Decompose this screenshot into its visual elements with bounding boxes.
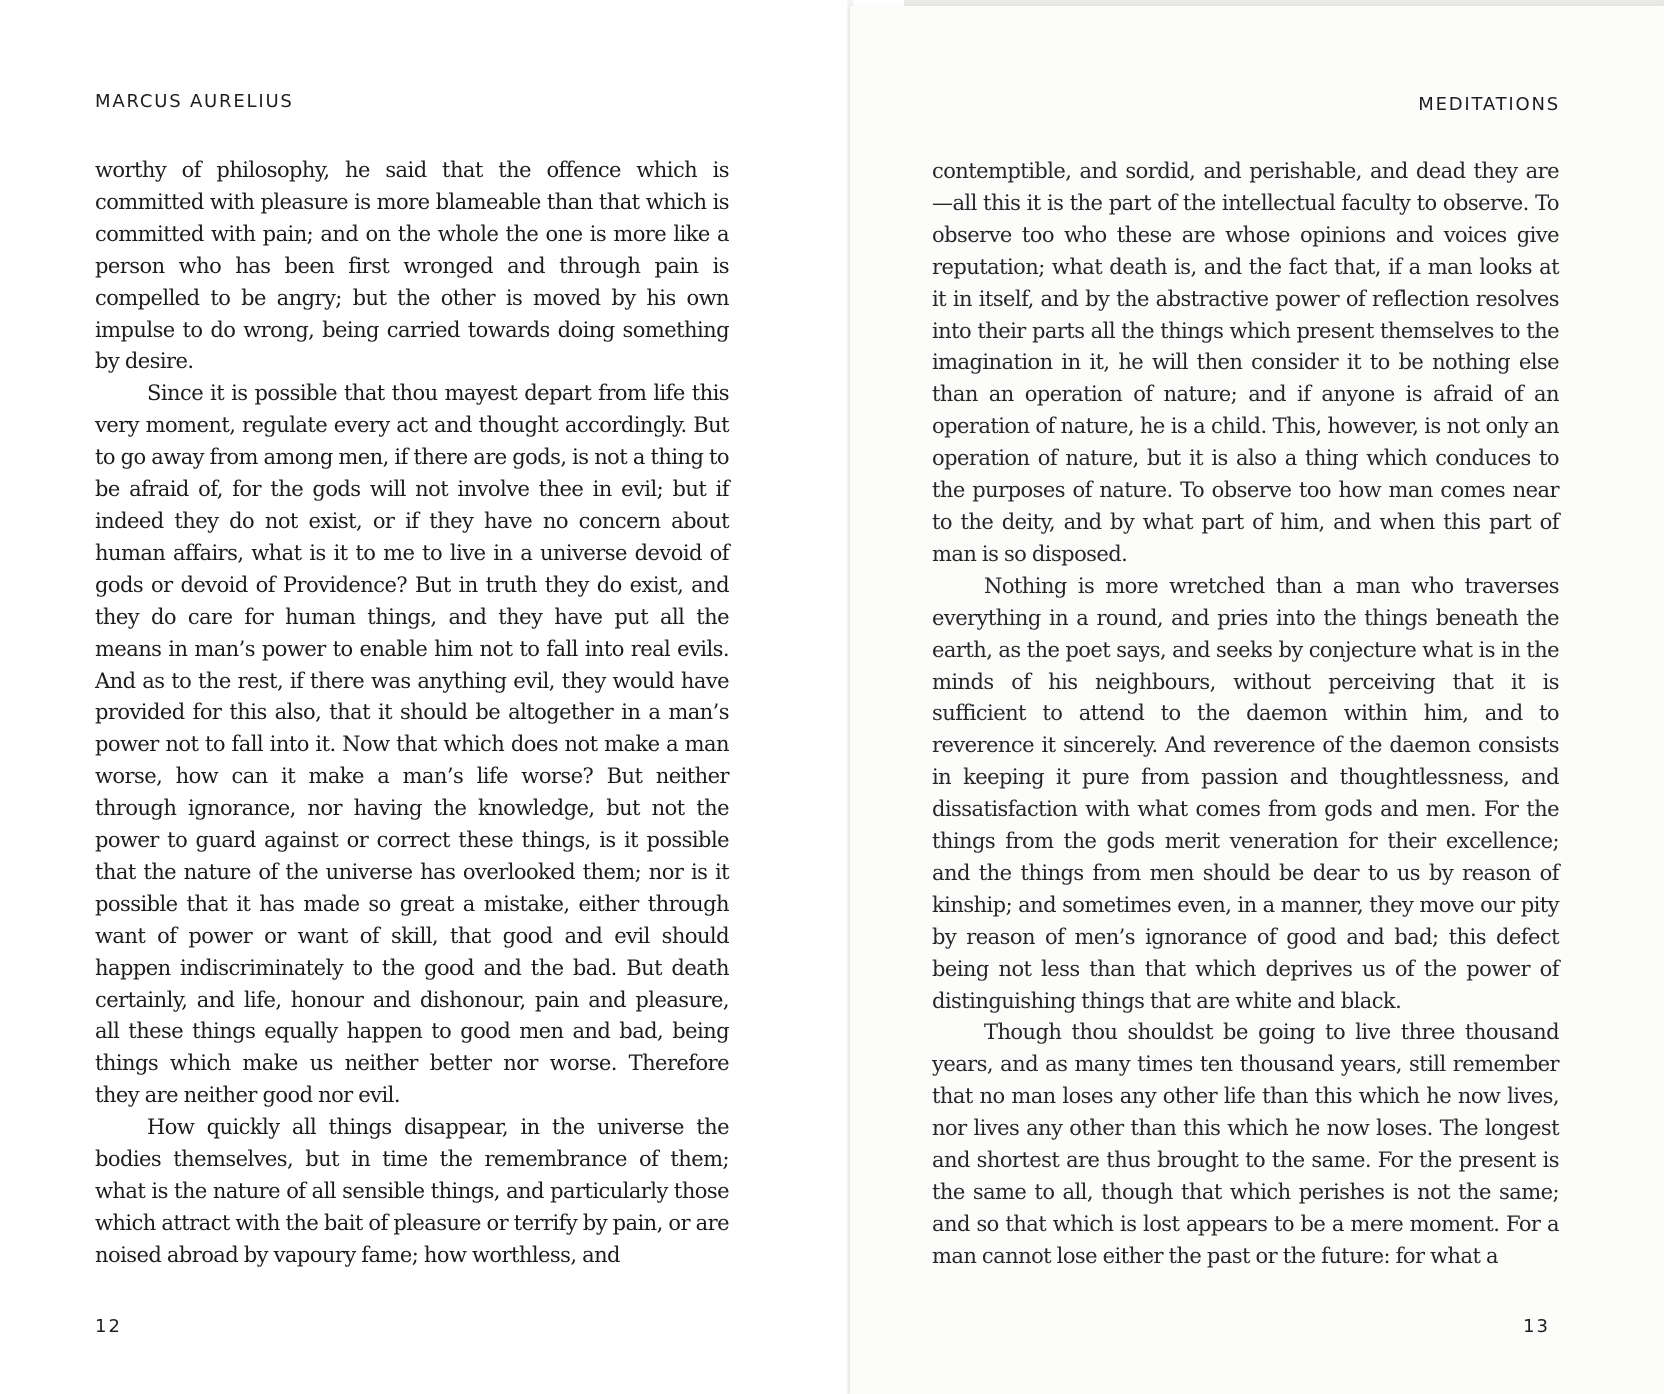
right-page <box>850 6 1664 1394</box>
page-number-left: 12 <box>95 1316 122 1337</box>
paragraph-continued: worthy of philosophy, he said that the offence which is committed with pleasure is more blameable than that which is committed with pain; and on the whole the one is more like a person who has been first wronged and through pain is compelled to be angry; but the other is moved by his own impulse to do wrong, being carried towards doing something by desire. <box>95 158 729 374</box>
left-page-body <box>95 155 729 1272</box>
paragraph: Though thou shouldst be going to live three thousand years, and as many times ten thousand years, still remember that no man loses any other life than this which he now lives, nor lives any other than this which he now loses. The longest and shortest are thus brought to the same. For the present is the same to all, though that which perishes is not the same; and so that which is lost appears to be a mere moment. For a man cannot lose either the past or the future: for what a <box>932 1020 1559 1268</box>
page-number-right: 13 <box>1523 1316 1550 1337</box>
paragraph: Since it is possible that thou mayest depart from life this very moment, regulate every act and thought accordingly. But to go away from among men, if there are gods, is not a thing to be afraid of, for the gods will not involve thee in evil; but if indeed they do not exist, or if they have no concern about human affairs, what is it to me to live in a universe devoid of gods or devoid of Providence? But in truth they do exist, and they do care for human things, and they have put all the means in man’s power to enable him not to fall into real evils. And as to the rest, if there was anything evil, they would have provided for this also, that it should be altogether in a man’s power not to fall into it. Now that which does not make a man worse, how can it make a man’s life worse? But neither through ignorance, nor having the knowledge, but not the power to guard against or correct these things, is it possible that the nature of the universe has overlooked them; nor is it possible that it has made so great a mistake, either through want of power or want of skill, that good and evil should happen indiscriminately to the good and the bad. But death certainly, and life, honour and dishonour, pain and pleasure, all these things equally happen to good men and bad, being things which make us neither better nor worse. Therefore they are neither good nor evil. <box>95 381 729 1108</box>
right-page-body <box>932 156 1559 1273</box>
running-head-title: MEDITATIONS <box>1418 94 1560 115</box>
paragraph: Nothing is more wretched than a man who traverses everything in a round, and pries into the things beneath the earth, as the poet says, and seeks by conjecture what is in the minds of his neighbours, without perceiving that it is sufficient to attend to the daemon within him, and to reverence it sincerely. And reverence of the daemon consists in keeping it pure from passion and thoughtlessness, and dissatisfaction with what comes from gods and men. For the things from the gods merit veneration for their excellence; and the things from men should be dear to us by reason of kinship; and sometimes even, in a manner, they move our pity by reason of men’s ignorance of good and bad; this defect being not less than that which deprives us of the power of distinguishing things that are white and black. <box>932 573 1559 1013</box>
running-head-author: MARCUS AURELIUS <box>95 91 294 112</box>
paragraph: How quickly all things disappear, in the universe the bodies themselves, but in time the remembrance of them; what is the nature of all sensible things, and particularly those which attract with the bait of pleasure or terrify by pain, or are noised abroad by vapoury fame; how worthless, and <box>95 1115 729 1267</box>
paragraph-continued: contemptible, and sordid, and perishable, and dead they are—all this it is the part of the intellectual faculty to observe. To observe too who these are whose opinions and voices give reputation; what death is, and the fact that, if a man looks at it in itself, and by the abstractive power of reflection resolves into their parts all the things which present themselves to the imagination in it, he will then consider it to be nothing else than an operation of nature; and if anyone is afraid of an operation of nature, he is a child. This, however, is not only an operation of nature, but it is also a thing which conduces to the purposes of nature. To observe too how man comes near to the deity, and by what part of him, and when this part of man is so disposed. <box>932 159 1559 566</box>
